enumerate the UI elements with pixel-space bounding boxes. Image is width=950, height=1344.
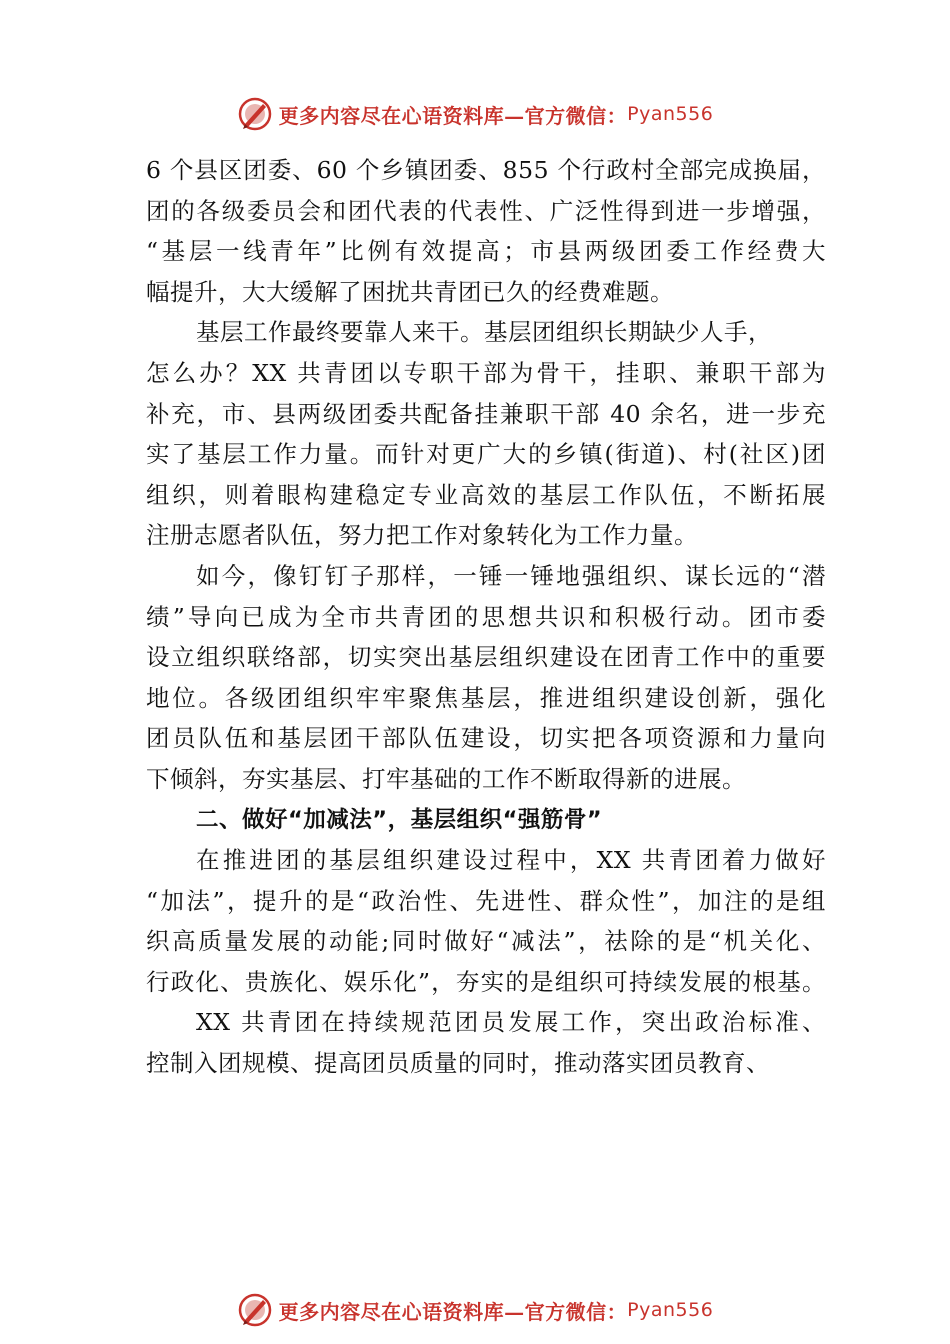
text-line: 设立组织联络部，切实突出基层组织建设在团青工作中的重要 bbox=[146, 643, 826, 672]
pen-seal-logo-icon bbox=[237, 96, 273, 132]
text-line: 6 个县区团委、60 个乡镇团委、855 个行政村全部完成换届， bbox=[146, 156, 826, 184]
footer-banner bbox=[0, 1290, 950, 1330]
section-heading bbox=[146, 800, 826, 841]
text-line: 织高质量发展的动能;同时做好“减法”，祛除的是“机关化、 bbox=[146, 927, 826, 956]
paragraph bbox=[146, 840, 826, 1002]
text-line: 基层工作最终要靠人来干。基层团组织长期缺少人手， bbox=[196, 318, 772, 347]
text-line: 下倾斜，夯实基层、打牢基础的工作不断取得新的进展。 bbox=[146, 764, 746, 793]
pen-seal-logo-icon bbox=[237, 1292, 273, 1328]
text-line: “基层一线青年”比例有效提高；市县两级团委工作经费大 bbox=[146, 237, 826, 266]
banner-contact: Pyan556 bbox=[627, 1299, 714, 1321]
text-line: 团的各级委员会和团代表的代表性、广泛性得到进一步增强， bbox=[146, 196, 826, 225]
banner-text: 更多内容尽在心语资料库—官方微信： bbox=[278, 103, 628, 128]
text-line: 怎么办？XX 共青团以专职干部为骨干，挂职、兼职干部为 bbox=[146, 358, 826, 387]
text-line: 组织，则着眼构建稳定专业高效的基层工作队伍，不断拓展 bbox=[146, 480, 826, 509]
text-line: 地位。各级团组织牢牢聚焦基层，推进组织建设创新，强化 bbox=[146, 683, 826, 712]
text-line: “加法”，提升的是“政治性、先进性、群众性”，加注的是组 bbox=[146, 886, 826, 915]
text-line: 行政化、贵族化、娱乐化”，夯实的是组织可持续发展的根基。 bbox=[146, 967, 826, 996]
text-line: 绩”导向已成为全市共青团的思想共识和积极行动。团市委 bbox=[146, 602, 826, 631]
paragraph bbox=[146, 556, 826, 800]
text-line: 注册志愿者队伍，努力把工作对象转化为工作力量。 bbox=[146, 521, 698, 550]
text-line: 团员队伍和基层团干部队伍建设，切实把各项资源和力量向 bbox=[146, 724, 826, 753]
text-line: 控制入团规模、提高团员质量的同时，推动落实团员教育、 bbox=[146, 1049, 770, 1078]
banner-contact: Pyan556 bbox=[627, 103, 714, 125]
paragraph bbox=[146, 312, 826, 556]
header-banner bbox=[0, 94, 950, 134]
paragraph bbox=[146, 150, 826, 312]
document-body bbox=[146, 150, 826, 1084]
text-line: 实了基层工作力量。而针对更广大的乡镇(街道)、村(社区)团 bbox=[146, 440, 826, 469]
banner-text: 更多内容尽在心语资料库—官方微信： bbox=[278, 1299, 628, 1324]
heading-line: 二、做好“加减法”，基层组织“强筋骨” bbox=[196, 806, 603, 833]
text-line: 如今，像钉钉子那样，一锤一锤地强组织、谋长远的“潜 bbox=[196, 561, 826, 590]
text-line: XX 共青团在持续规范团员发展工作，突出政治标准、 bbox=[196, 1008, 826, 1037]
text-line: 幅提升，大大缓解了困扰共青团已久的经费难题。 bbox=[146, 277, 674, 306]
paragraph bbox=[146, 1002, 826, 1083]
text-line: 补充，市、县两级团委共配备挂兼职干部 40 余名，进一步充 bbox=[146, 399, 826, 428]
text-line: 在推进团的基层组织建设过程中，XX 共青团着力做好 bbox=[196, 846, 826, 875]
